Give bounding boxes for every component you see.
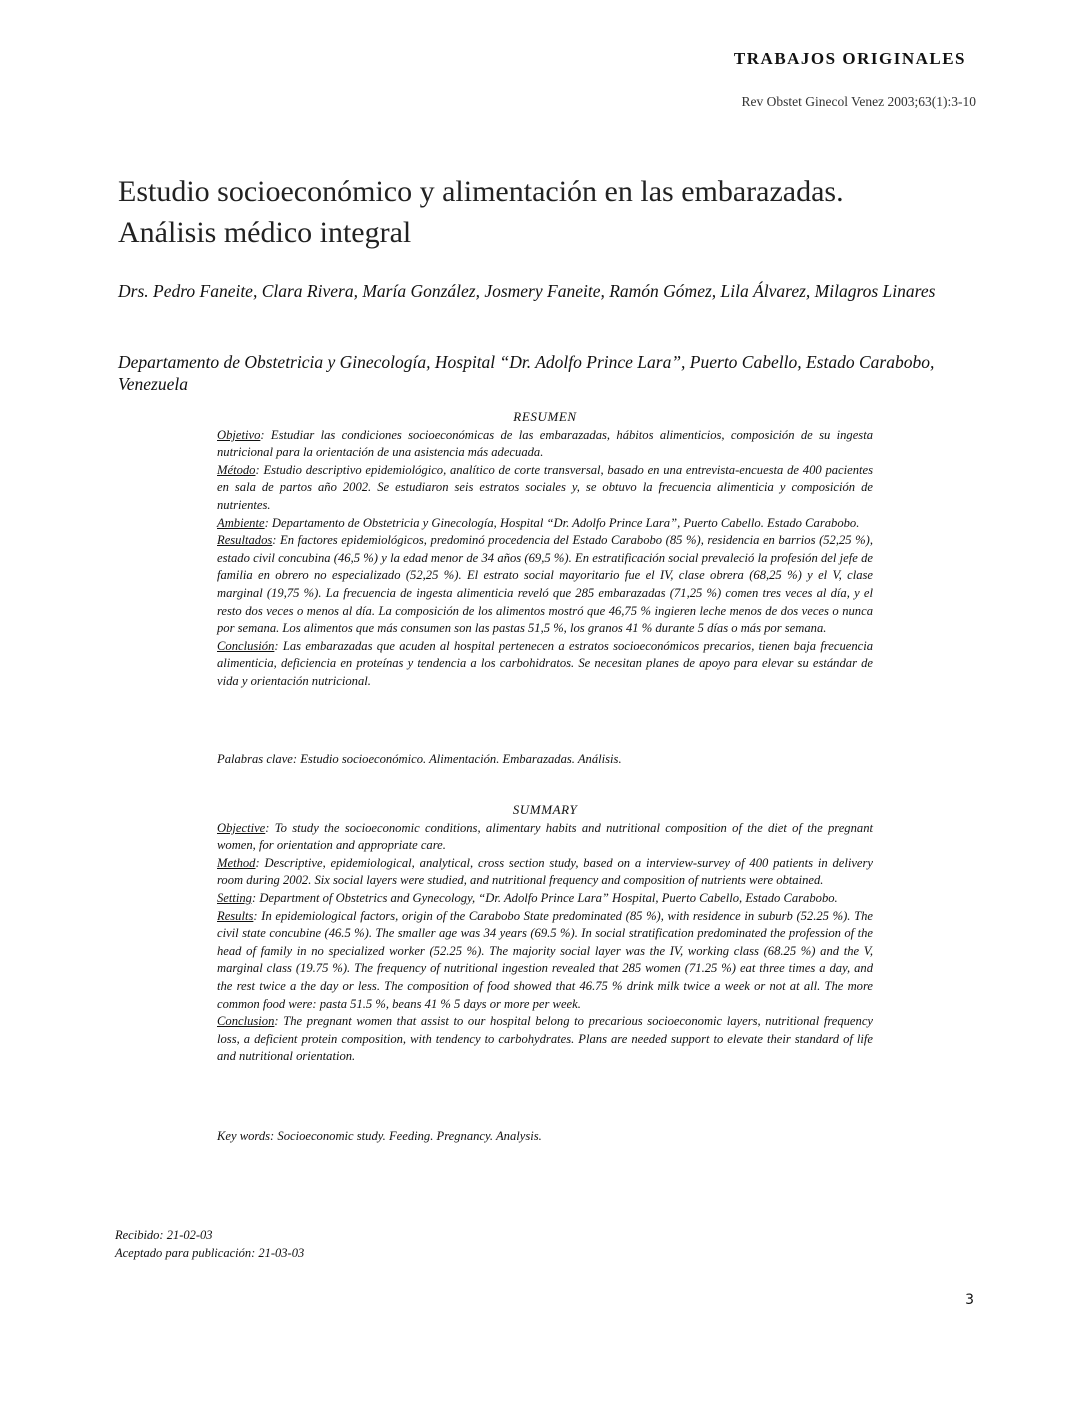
summary-objective: Objective: To study the socioeconomic conditions, alimentary habits and nutritional composition of the diet of the pregnant women, for orientation and appropriate care.	[217, 820, 873, 853]
resumen-block	[217, 408, 873, 691]
summary-method-label: Method	[217, 855, 256, 870]
key-words: Key words: Socioeconomic study. Feeding. Pregnancy. Analysis.	[217, 1129, 542, 1143]
palabras-clave: Palabras clave: Estudio socioeconómico. Alimentación. Embarazadas. Análisis.	[217, 752, 622, 766]
resumen-resultados-text: En factores epidemiológicos, predominó procedencia del Estado Carabobo (85 %), residencia en barrios (52,25 %), estado civil concubina (46,5 %) y la edad menor de 34 años (69,5 %). En estratificación social prevaleció la profesión del jefe de familia en obrero no especializado (52,25 %). El estrato social mayoritario fue el IV, clase obrera (68,25 %) y el V, clase marginal (19,75 %). La frecuencia de ingesta alimenticia reveló que 285 embarazadas (71,25 %) comen tres veces al día, y el resto dos veces o menos al día. La composición de los alimentos mostró que 46,75 % ingieren leche menos de dos veces o nunca por semana. Los alimentos que más consumen son las pastas 51,5 %, los granos 41 % durante 5 días o más por semana.	[217, 533, 873, 636]
authors: Drs. Pedro Faneite, Clara Rivera, María González, Josmery Faneite, Ramón Gómez, Lila Álvarez, Milagros Linares	[118, 281, 936, 301]
summary-results: Results: In epidemiological factors, origin of the Carabobo State predominated (85 %), with residence in suburb (52.25 %). The civil state concubine (46.5 %). The smaller age was 34 years (69.5 %). In social stratification predominated the profession of the head of family in no specialized worker (52.25 %). The majority social layer was the IV, working class (68.25 %) and the V, marginal class (19.75 %). The frequency of nutritional ingestion revealed that 285 women (71.25 %) eat three times a day, and the rest twice a the day or less. The composition of food showed that 46.75 % drink milk twice a week or not at all. The more common food were: pasta 51.5 %, beans 41 % 5 days or more per week.	[217, 908, 873, 1011]
summary-results-label: Results	[217, 908, 254, 923]
article-title	[118, 171, 988, 253]
resumen-objetivo: Objetivo: Estudiar las condiciones socioeconómicas de las embarazadas, hábitos alimenticios, composición de su ingesta nutricional para la orientación de una asistencia más adecuada.	[217, 427, 873, 460]
summary-method: Method: Descriptive, epidemiological, analytical, cross section study, based on a interview-survey of 400 patients in delivery room during 2002. Six social layers were studied, and nutritional frequency and composition of nutrients were obtained.	[217, 855, 873, 888]
resumen-ambiente: Ambiente: Departamento de Obstetricia y Ginecología, Hospital “Dr. Adolfo Prince Lara”, Puerto Cabello. Estado Carabobo.	[217, 515, 860, 530]
summary-setting-text: Department of Obstetrics and Gynecology, “Dr. Adolfo Prince Lara” Hospital, Puerto Cabello, Estado Carabobo.	[259, 890, 838, 905]
resumen-ambiente-text: Departamento de Obstetricia y Ginecología, Hospital “Dr. Adolfo Prince Lara”, Puerto Cabello. Estado Carabobo.	[271, 515, 860, 530]
summary-conclusion-text: The pregnant women that assist to our hospital belong to precarious socioeconomic layers, nutritional frequency loss, a deficient protein composition, with tendency to carbohydrates. Plans are needed support to elevate their standard of life and nutritional orientation.	[217, 1014, 873, 1064]
resumen-conclusion-label: Conclusión	[217, 638, 275, 653]
resumen-objetivo-label: Objetivo	[217, 427, 261, 442]
affiliation: Departamento de Obstetricia y Ginecología, Hospital “Dr. Adolfo Prince Lara”, Puerto Cabello, Estado Carabobo, Venezuela	[118, 352, 935, 394]
summary-objective-text: To study the socioeconomic conditions, alimentary habits and nutritional composition of the diet of the pregnant women, for orientation and appropriate care.	[217, 820, 873, 853]
resumen-ambiente-label: Ambiente	[217, 515, 265, 530]
summary-conclusion: Conclusion: The pregnant women that assist to our hospital belong to precarious socioeconomic layers, nutritional frequency loss, a deficient protein composition, with tendency to carbohydrates. Plans are needed support to elevate their standard of life and nutritional orientation.	[217, 1014, 873, 1064]
summary-conclusion-label: Conclusion	[217, 1014, 275, 1029]
resumen-metodo-text: Estudio descriptivo epidemiológico, analítico de corte transversal, basado en una entrevista-encuesta de 400 pacientes en sala de partos año 2002. Se estudiaron seis estratos sociales y, se obtuvo la frecuencia alimenticia y composición de nutrientes.	[217, 462, 873, 512]
resumen-resultados-label: Resultados	[217, 533, 273, 548]
resumen-resultados: Resultados: En factores epidemiológicos, predominó procedencia del Estado Carabobo (85 %), residencia en barrios (52,25 %), estado civil concubina (46,5 %) y la edad menor de 34 años (69,5 %). En estratificación social prevaleció la profesión del jefe de familia en obrero no especializado (52,25 %). El estrato social mayoritario fue el IV, clase obrera (68,25 %) y el V, clase marginal (19,75 %). La frecuencia de ingesta alimenticia reveló que 285 embarazadas (71,25 %) comen tres veces al día, y el resto dos veces o menos al día. La composición de los alimentos mostró que 46,75 % ingieren leche menos de dos veces o nunca por semana. Los alimentos que más consumen son las pastas 51,5 %, los granos 41 % durante 5 días o más por semana.	[217, 533, 873, 636]
summary-setting: Setting: Department of Obstetrics and Gynecology, “Dr. Adolfo Prince Lara” Hospital, Puerto Cabello, Estado Carabobo.	[217, 890, 838, 905]
accepted-date: Aceptado para publicación: 21-03-03	[115, 1246, 305, 1260]
resumen-heading: RESUMEN	[513, 409, 577, 424]
title-line-2: Análisis médico integral	[118, 216, 412, 249]
resumen-objetivo-text: Estudiar las condiciones socioeconómicas de las embarazadas, hábitos alimenticios, composición de su ingesta nutricional para la orientación de una asistencia más adecuada.	[217, 427, 873, 460]
summary-setting-label: Setting	[217, 890, 252, 905]
summary-block	[217, 801, 873, 1066]
resumen-conclusion: Conclusión: Las embarazadas que acuden al hospital pertenecen a estratos socioeconómicos precarios, tienen baja frecuencia alimenticia, deficiencia en proteínas y tendencia a los carbohidratos. Se necesitan planes de apoyo para elevar su estándar de vida y orientación nutricional.	[217, 638, 874, 688]
summary-objective-label: Objective	[217, 820, 266, 835]
section-label: TRABAJOS ORIGINALES	[733, 49, 966, 68]
resumen-metodo: Método: Estudio descriptivo epidemiológico, analítico de corte transversal, basado en una entrevista-encuesta de 400 pacientes en sala de partos año 2002. Se estudiaron seis estratos sociales y, se obtuvo la frecuencia alimenticia y composición de nutrientes.	[217, 462, 873, 512]
title-line-1: Estudio socioeconómico y alimentación en las embarazadas.	[118, 175, 844, 208]
received-date: Recibido: 21-02-03	[115, 1228, 213, 1242]
page-number: 3	[965, 1292, 974, 1308]
summary-results-text: In epidemiological factors, origin of the Carabobo State predominated (85 %), with residence in suburb (52.25 %). The civil state concubine (46.5 %). The smaller age was 34 years (69.5 %). In social stratification predominated the profession of the head of family in no specialized worker (52.25 %). The majority social layer was the IV, working class (68.25 %) and the V, marginal class (19.75 %). The frequency of nutritional ingestion revealed that 285 women (71.25 %) eat three times a day, and the rest twice a the day or less. The composition of food showed that 46.75 % drink milk twice a week or not at all. The more common food were: pasta 51.5 %, beans 41 % 5 days or more per week.	[217, 908, 873, 1011]
resumen-conclusion-text: Las embarazadas que acuden al hospital pertenecen a estratos socioeconómicos precarios, tienen baja frecuencia alimenticia, deficiencia en proteínas y tendencia a los carbohidratos. Se necesitan planes de apoyo para elevar su estándar de vida y orientación nutricional.	[217, 638, 874, 688]
summary-heading: SUMMARY	[512, 802, 578, 817]
resumen-metodo-label: Método	[217, 462, 256, 477]
received-dates	[115, 1226, 304, 1262]
summary-method-text: Descriptive, epidemiological, analytical, cross section study, based on a interview-survey of 400 patients in delivery room during 2002. Six social layers were studied, and nutritional frequency and composition of nutrients were obtained.	[217, 855, 873, 888]
journal-citation: Rev Obstet Ginecol Venez 2003;63(1):3-10	[741, 94, 976, 109]
